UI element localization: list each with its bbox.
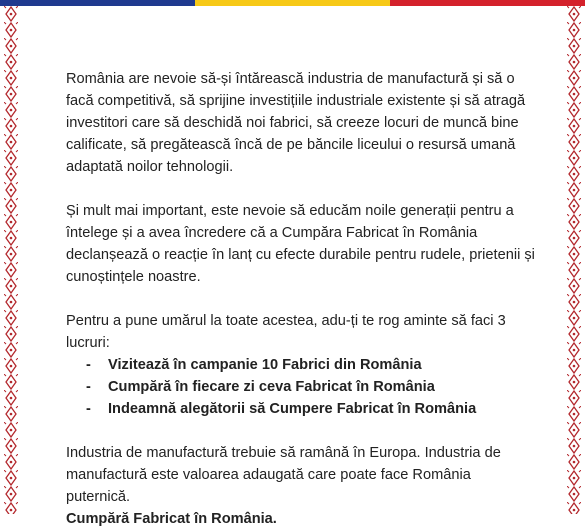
list-item-text: Vizitează în campanie 10 Fabrici din România bbox=[108, 357, 422, 373]
right-border-pattern bbox=[567, 6, 581, 514]
list-item bbox=[86, 376, 536, 398]
flag-stripe-yellow bbox=[195, 0, 390, 6]
list-bullet: - bbox=[86, 401, 91, 417]
paragraph-intro: România are nevoie să-și întărească industria de manufactură și să o facă competitivă, să sprijine investițiile industriale existente și să atragă investitori care să deschidă noi fabrici, să creeze locuri de muncă bine calificate, să pregătească încă de pe băncile liceului o resursă umană adaptată noilor tehnologii. bbox=[66, 71, 526, 175]
document-body bbox=[66, 68, 536, 530]
list-item bbox=[86, 398, 536, 420]
list-item bbox=[86, 354, 536, 376]
closing-slogan: Cumpără Fabricat în România. bbox=[66, 511, 277, 527]
flag-stripe-red bbox=[390, 0, 585, 6]
flag-bar bbox=[0, 0, 585, 6]
paragraph-conclusion bbox=[66, 442, 536, 530]
left-border-pattern bbox=[4, 6, 18, 514]
paragraph-education: Și mult mai important, este nevoie să educăm noile generații pentru a întelege și a avea încredere că a Cumpăra Fabricat în România declanșează o reacție în lanț cu efecte durabile pentru rudele, prietenii și cunoștințele noastre. bbox=[66, 203, 535, 285]
final-paragraph-text: Industria de manufactură trebuie să ramână în Europa. Industria de manufactură este valoarea adaugată care poate face România puternică. bbox=[66, 445, 501, 505]
paragraph-call-to-action: Pentru a pune umărul la toate acestea, adu-ți te rog aminte să faci 3 lucruri: bbox=[66, 313, 506, 351]
flag-stripe-blue bbox=[0, 0, 195, 6]
action-list bbox=[66, 354, 536, 420]
list-item-text: Cumpără în fiecare zi ceva Fabricat în România bbox=[108, 379, 435, 395]
list-item-text: Indeamnă alegătorii să Cumpere Fabricat în România bbox=[108, 401, 477, 417]
list-bullet: - bbox=[86, 379, 91, 395]
list-bullet: - bbox=[86, 357, 91, 373]
